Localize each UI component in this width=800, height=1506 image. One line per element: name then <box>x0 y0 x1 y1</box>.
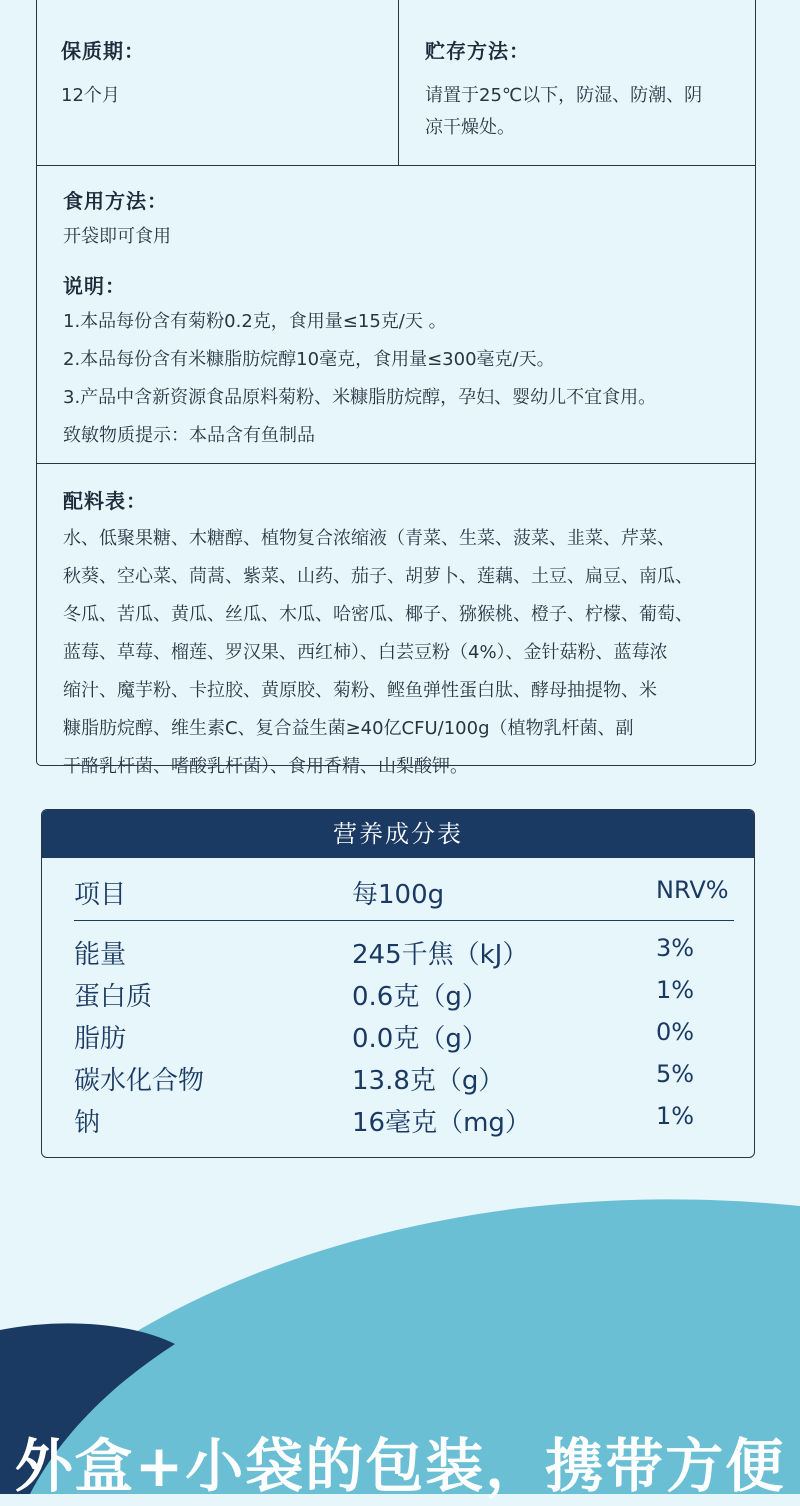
usage-label: 食用方法： <box>63 189 168 213</box>
nutrition-table <box>41 809 755 1158</box>
column-divider <box>398 0 399 165</box>
nutrient-amount: 0.6克（g） <box>352 982 488 1012</box>
nutrient-amount: 16毫克（mg） <box>352 1108 531 1138</box>
nutrient-name: 能量 <box>74 940 127 970</box>
nutrition-row <box>74 1018 734 1058</box>
product-info-box <box>36 0 756 777</box>
storage-label: 贮存方法： <box>425 39 530 63</box>
notes-label: 说明： <box>63 274 126 298</box>
shelf-life-cell <box>61 35 381 112</box>
notes-line: 3.产品中含新资源食品原料菊粉、米糠脂肪烷醇，孕妇、婴幼儿不宜食用。 <box>63 387 657 408</box>
ingredients-line: 蓝莓、草莓、榴莲、罗汉果、西红柿）、白芸豆粉（4%）、金针菇粉、蓝莓浓 <box>63 642 668 663</box>
ingredients-label: 配料表： <box>63 489 147 513</box>
header-nrv: NRV% <box>656 876 729 904</box>
nutrition-header-row <box>74 874 734 921</box>
nutrient-nrv: 5% <box>656 1060 695 1088</box>
shelf-life-value: 12个月 <box>61 85 120 106</box>
nutrient-amount: 245千焦（kJ） <box>352 940 529 970</box>
usage-notes-section <box>63 185 753 455</box>
allergen-line: 致敏物质提示：本品含有鱼制品 <box>63 425 315 446</box>
ingredients-section <box>63 485 733 786</box>
ingredients-line: 水、低聚果糖、木糖醇、植物复合浓缩液（青菜、生菜、菠菜、韭菜、芹菜、 <box>63 528 675 549</box>
nutrition-row <box>74 1102 734 1142</box>
slogan-text: 外盒+小袋的包装，携带方便 <box>14 1432 786 1500</box>
nutrient-nrv: 3% <box>656 934 695 962</box>
shelf-life-label: 保质期： <box>61 39 145 63</box>
nutrition-row <box>74 1060 734 1100</box>
header-item: 项目 <box>74 880 127 910</box>
nutrient-nrv: 1% <box>656 1102 695 1130</box>
notes-line: 2.本品每份含有米糠脂肪烷醇10毫克，食用量≤300毫克/天。 <box>63 349 555 370</box>
nutrient-amount: 13.8克（g） <box>352 1066 505 1096</box>
ingredients-line: 冬瓜、苦瓜、黄瓜、丝瓜、木瓜、哈密瓜、椰子、猕猴桃、橙子、柠檬、葡萄、 <box>63 604 693 625</box>
ingredients-line: 干酪乳杆菌、嗜酸乳杆菌）、食用香精、山梨酸钾。 <box>63 756 468 777</box>
info-row-shelf-storage <box>37 0 755 166</box>
nutrient-name: 蛋白质 <box>74 982 153 1012</box>
storage-line: 请置于25℃以下，防湿、防潮、阴 <box>425 85 703 106</box>
nutrient-amount: 0.0克（g） <box>352 1024 488 1054</box>
nutrient-nrv: 1% <box>656 976 695 1004</box>
nutrient-name: 钠 <box>74 1108 101 1138</box>
nutrient-name: 碳水化合物 <box>74 1066 205 1096</box>
nutrient-nrv: 0% <box>656 1018 695 1046</box>
ingredients-line: 秋葵、空心菜、茼蒿、紫菜、山药、茄子、胡萝卜、莲藕、土豆、扁豆、南瓜、 <box>63 566 693 587</box>
notes-line: 1.本品每份含有菊粉0.2克，食用量≤15克/天 。 <box>63 311 447 332</box>
nutrient-name: 脂肪 <box>74 1024 127 1054</box>
section-divider <box>37 463 755 464</box>
storage-cell <box>425 35 735 144</box>
storage-line: 凉干燥处。 <box>425 117 515 138</box>
usage-value: 开袋即可食用 <box>63 226 171 247</box>
header-per100g: 每100g <box>352 880 445 910</box>
ingredients-line: 糠脂肪烷醇、维生素C、复合益生菌≥40亿CFU/100g（植物乳杆菌、副 <box>63 718 634 739</box>
nutrition-row <box>74 934 734 974</box>
nutrition-row <box>74 976 734 1016</box>
nutrition-table-title: 营养成分表 <box>42 810 754 858</box>
ingredients-line: 缩汁、魔芋粉、卡拉胶、黄原胶、菊粉、鲣鱼弹性蛋白肽、酵母抽提物、米 <box>63 680 657 701</box>
